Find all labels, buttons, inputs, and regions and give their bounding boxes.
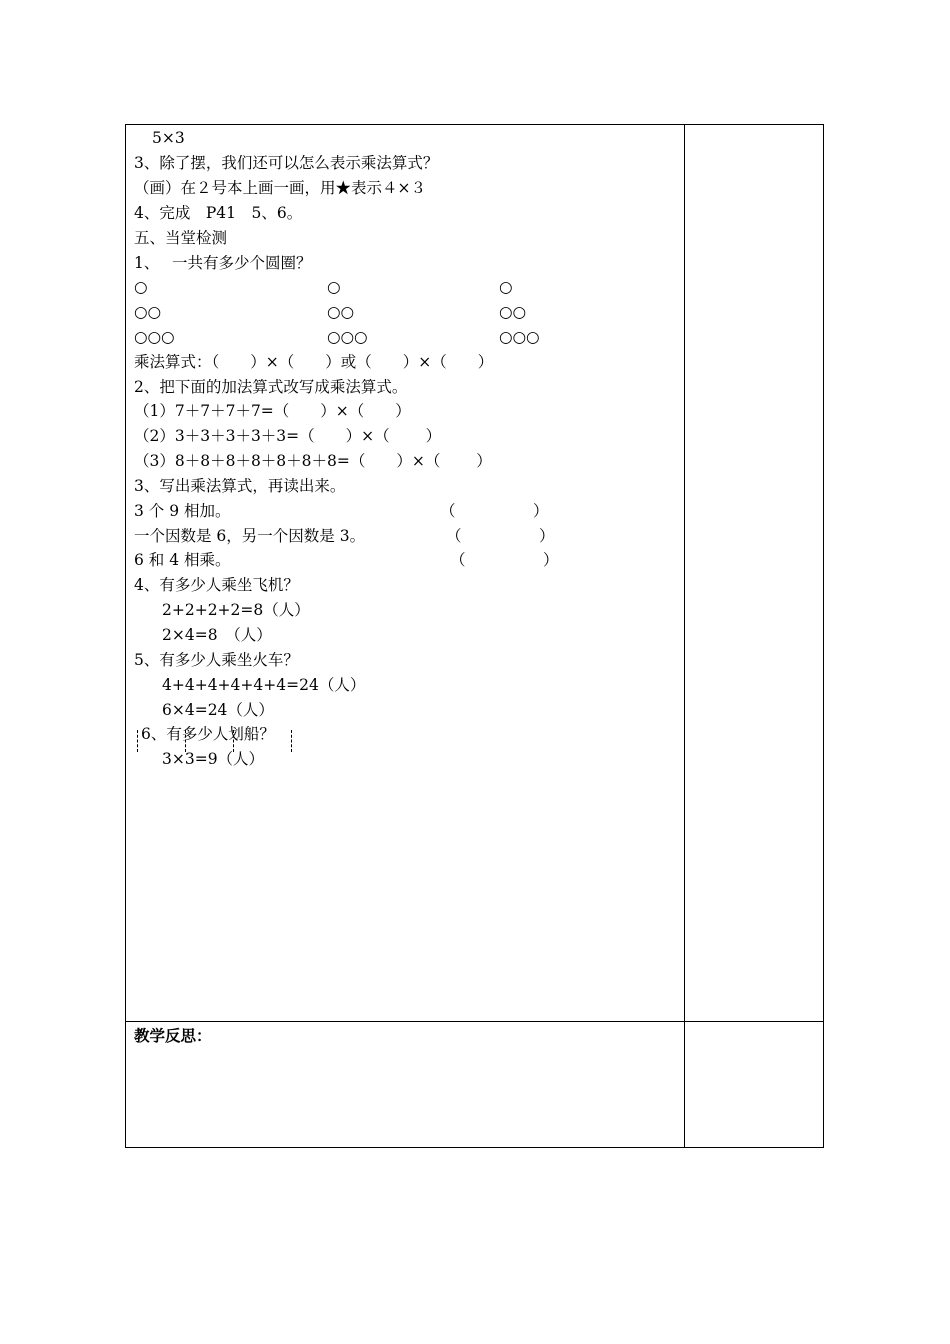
- dashed-mark: [185, 730, 186, 752]
- question: 3、写出乘法算式，再读出来。: [134, 477, 346, 495]
- equation: 4+4+4+4+4+4=24（人）: [162, 676, 366, 694]
- dashed-mark: [137, 730, 138, 752]
- answer-blank: （ ）: [446, 527, 555, 545]
- circle-group: ○○: [327, 303, 355, 321]
- circle-group: ○: [499, 278, 513, 296]
- text-line: 乘法算式：（ ）×（ ）或（ ）×（ ）: [134, 353, 494, 371]
- circle-group: ○: [134, 278, 148, 296]
- circle-group: ○○: [499, 303, 527, 321]
- question: 4、有多少人乘坐飞机？: [134, 576, 299, 594]
- text-line: （画）在２号本上画一画，用★表示４×３: [134, 179, 426, 197]
- exercise: 6 和 4 相乘。: [134, 551, 231, 569]
- dashed-mark: [291, 730, 292, 752]
- text-line: 5×3: [152, 129, 185, 147]
- column-divider: [684, 124, 685, 1148]
- exercise: （2）3＋3＋3＋3＋3=（ ）×（ ）: [134, 427, 442, 445]
- exercise: 一个因数是 6，另一个因数是 3。: [134, 527, 366, 545]
- circle-group: ○○○: [134, 328, 175, 346]
- equation: 3×3=9（人）: [162, 750, 265, 768]
- circle-group: ○: [327, 278, 341, 296]
- answer-blank: （ ）: [450, 551, 559, 569]
- question: 1、 一共有多少个圆圈？: [134, 254, 312, 272]
- circle-group: ○○○: [327, 328, 368, 346]
- row-divider: [125, 1021, 824, 1022]
- section-heading: 五、当堂检测: [134, 229, 228, 247]
- equation: 2×4=8 （人）: [162, 626, 272, 644]
- text-line: 4、完成 P41 5、6。: [134, 204, 303, 222]
- answer-blank: （ ）: [440, 502, 549, 520]
- dashed-mark: [233, 730, 234, 752]
- exercise: （1）7＋7＋7＋7=（ ）×（ ）: [134, 402, 411, 420]
- exercise: 3 个 9 相加。: [134, 502, 231, 520]
- circle-group: ○○: [134, 303, 162, 321]
- question: 2、把下面的加法算式改写成乘法算式。: [134, 378, 408, 396]
- reflection-title: 教学反思：: [134, 1026, 212, 1045]
- question: 5、有多少人乘坐火车？: [134, 651, 299, 669]
- question: 6、有多少人划船？: [141, 725, 275, 743]
- circle-group: ○○○: [499, 328, 540, 346]
- exercise: （3）8＋8＋8＋8＋8＋8＋8=（ ）×（ ）: [134, 452, 492, 470]
- text-line: 3、除了摆，我们还可以怎么表示乘法算式？: [134, 154, 439, 172]
- equation: 6×4=24（人）: [162, 701, 274, 719]
- equation: 2+2+2+2=8（人）: [162, 601, 310, 619]
